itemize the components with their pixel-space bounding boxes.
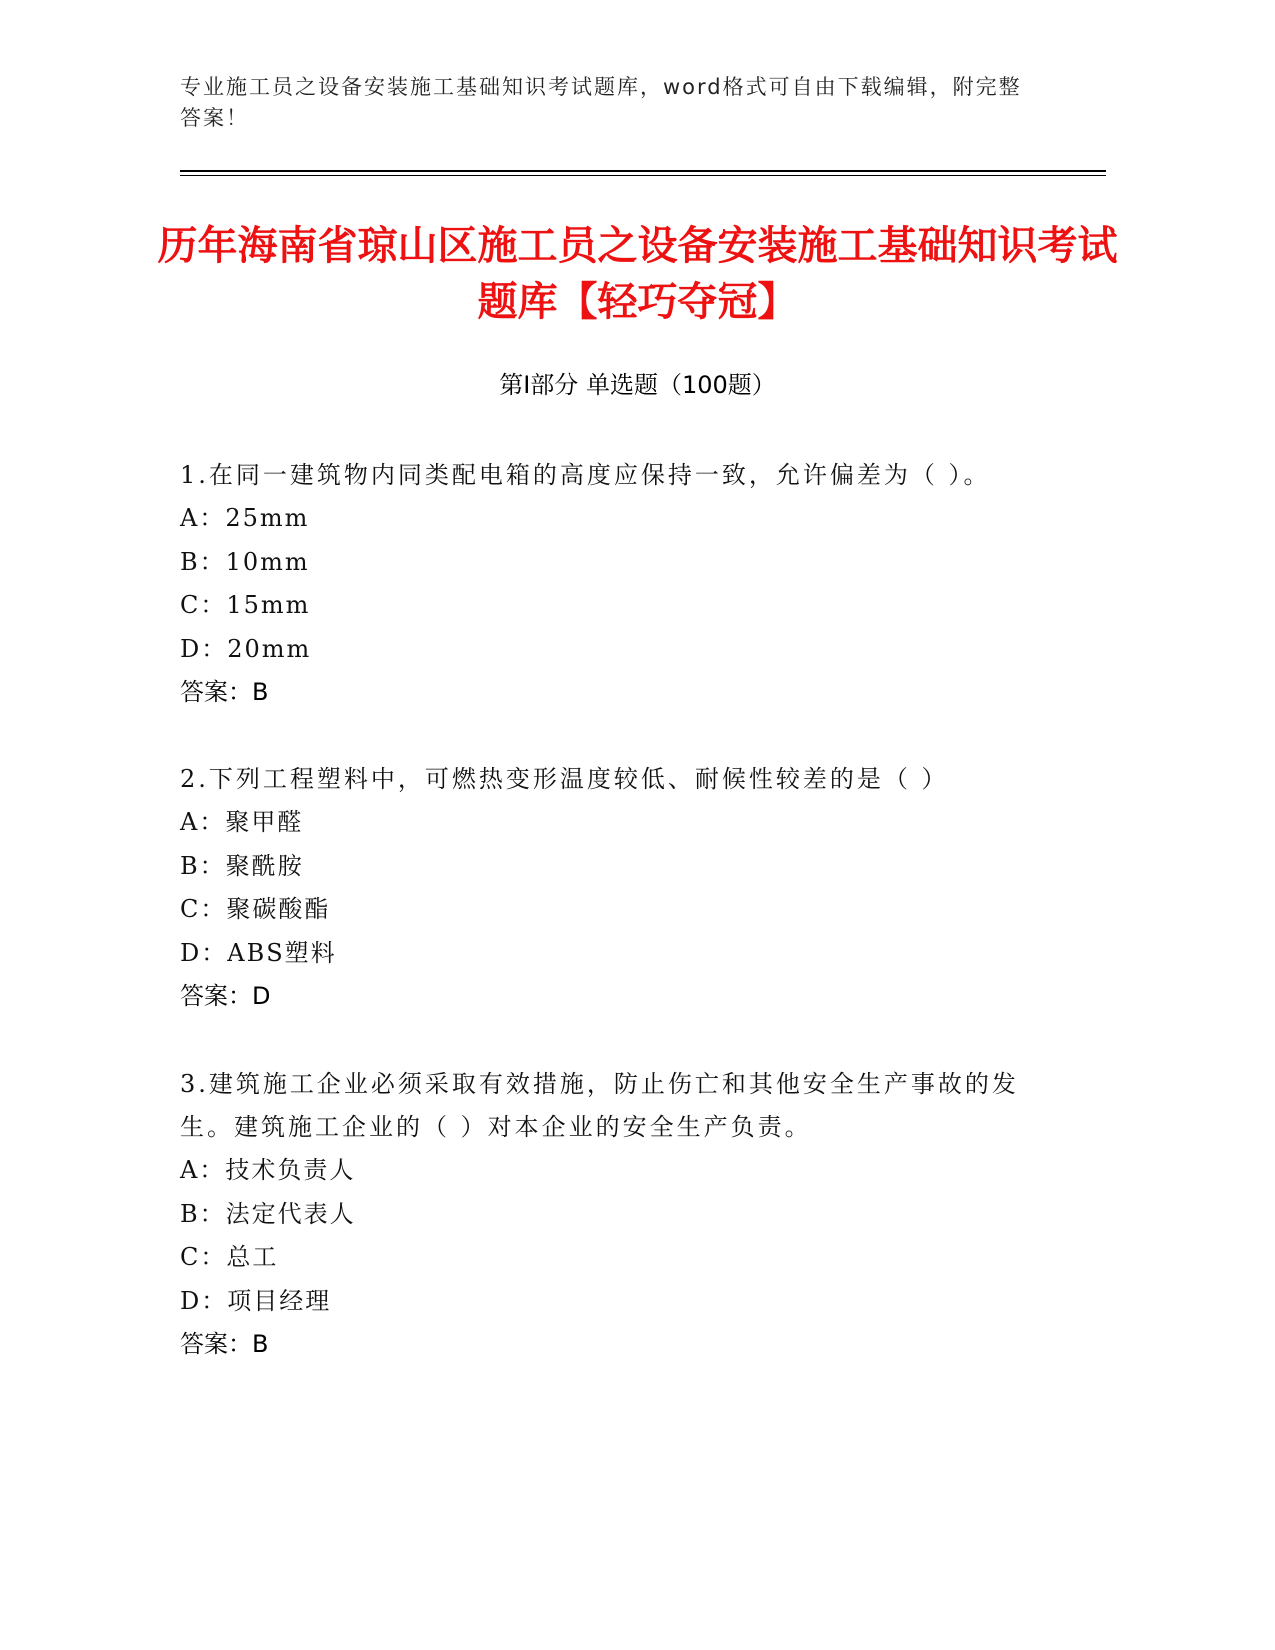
option-d: D：20mm bbox=[180, 634, 312, 663]
option-a: A：技术负责人 bbox=[180, 1156, 356, 1184]
question-1 bbox=[180, 454, 1060, 715]
question-stem: 2.下列工程塑料中，可燃热变形温度较低、耐候性较差的是（ ） bbox=[180, 765, 949, 793]
option-a: A：聚甲醛 bbox=[180, 808, 304, 836]
question-3 bbox=[180, 1063, 1060, 1367]
option-c: C：聚碳酸酯 bbox=[180, 895, 331, 923]
option-b: B：法定代表人 bbox=[180, 1199, 356, 1228]
question-stem: 1.在同一建筑物内同类配电箱的高度应保持一致，允许偏差为（ ）。 bbox=[180, 461, 991, 489]
section-title: 第Ⅰ部分 单选题（100题） bbox=[499, 371, 776, 399]
question-2 bbox=[180, 758, 1060, 1019]
header-divider-thick bbox=[180, 170, 1106, 172]
option-b: B：10mm bbox=[180, 547, 310, 576]
header-divider-thin bbox=[180, 175, 1106, 176]
option-b: B：聚酰胺 bbox=[180, 851, 304, 880]
question-stem: 3.建筑施工企业必须采取有效措施，防止伤亡和其他安全生产事故的发生。建筑施工企业的（ ）对本企业的安全生产负责。 bbox=[180, 1070, 1019, 1141]
header-note: 专业施工员之设备安装施工基础知识考试题库，word格式可自由下载编辑，附完整答案！ bbox=[180, 75, 1022, 130]
option-a: A：25mm bbox=[180, 504, 310, 532]
option-c: C：总工 bbox=[180, 1243, 279, 1271]
answer: 答案：D bbox=[180, 982, 271, 1010]
option-d: D：ABS塑料 bbox=[180, 938, 337, 967]
option-d: D：项目经理 bbox=[180, 1286, 332, 1315]
answer: 答案：B bbox=[180, 678, 269, 706]
answer: 答案：B bbox=[180, 1330, 269, 1358]
option-c: C：15mm bbox=[180, 591, 311, 619]
document-title: 历年海南省琼山区施工员之设备安装施工基础知识考试题库【轻巧夺冠】 bbox=[157, 223, 1118, 325]
